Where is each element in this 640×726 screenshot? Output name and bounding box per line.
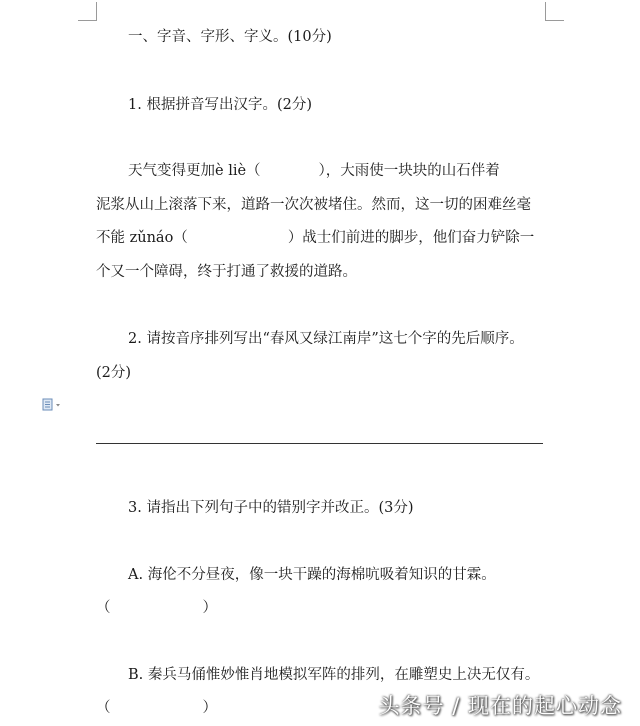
q1-line3-part-b: ）战士们前进的脚步，他们奋力铲除一 bbox=[287, 230, 535, 246]
question-3-sentence-b: B. 秦兵马俑惟妙惟肖地模拟军阵的排列，在雕塑史上决无仅有。 bbox=[128, 667, 540, 683]
document-icon[interactable] bbox=[42, 398, 64, 412]
question-3-sentence-a: A. 海伦不分昼夜，像一块干躁的海棉吭吸着知识的甘霖。 bbox=[128, 567, 496, 583]
question-1-line-2: 泥浆从山上滚落下来，道路一次次被堵住。然而，这一切的困难丝毫 bbox=[96, 197, 531, 213]
paren-open-b: （ bbox=[96, 700, 111, 716]
question-1-line-4: 个又一个障碍，终于打通了救援的道路。 bbox=[96, 264, 357, 280]
q1-line3-part-a: 不能 zǔnáo（ bbox=[96, 230, 188, 246]
paren-open-a: （ bbox=[96, 600, 111, 616]
answer-line[interactable] bbox=[96, 443, 543, 444]
question-2-score: (2分) bbox=[96, 365, 132, 381]
question-3-title: 3. 请指出下列句子中的错别字并改正。(3分) bbox=[128, 500, 414, 516]
crop-mark-top-left bbox=[78, 2, 97, 21]
crop-mark-top-right bbox=[545, 2, 564, 21]
question-1-title: 1. 根据拼音写出汉字。(2分) bbox=[128, 97, 312, 113]
answer-paren-b[interactable] bbox=[96, 699, 217, 717]
paren-close-a: ） bbox=[202, 600, 217, 616]
q1-line1-part-a: 天气变得更加è liè（ bbox=[128, 163, 261, 179]
question-1-line-3 bbox=[96, 229, 534, 247]
q1-line1-part-b: ），大雨使一块块的山石伴着 bbox=[318, 163, 500, 179]
watermark: 头条号 / 现在的起心动念 bbox=[378, 694, 622, 718]
question-2-title: 2. 请按音序排列写出“春风又绿江南岸”这七个字的先后顺序。 bbox=[128, 331, 524, 347]
answer-paren-a[interactable] bbox=[96, 599, 217, 617]
question-1-line-1 bbox=[128, 162, 500, 180]
section-heading: 一、字音、字形、字义。(10分) bbox=[128, 29, 332, 45]
paren-close-b: ） bbox=[202, 700, 217, 716]
